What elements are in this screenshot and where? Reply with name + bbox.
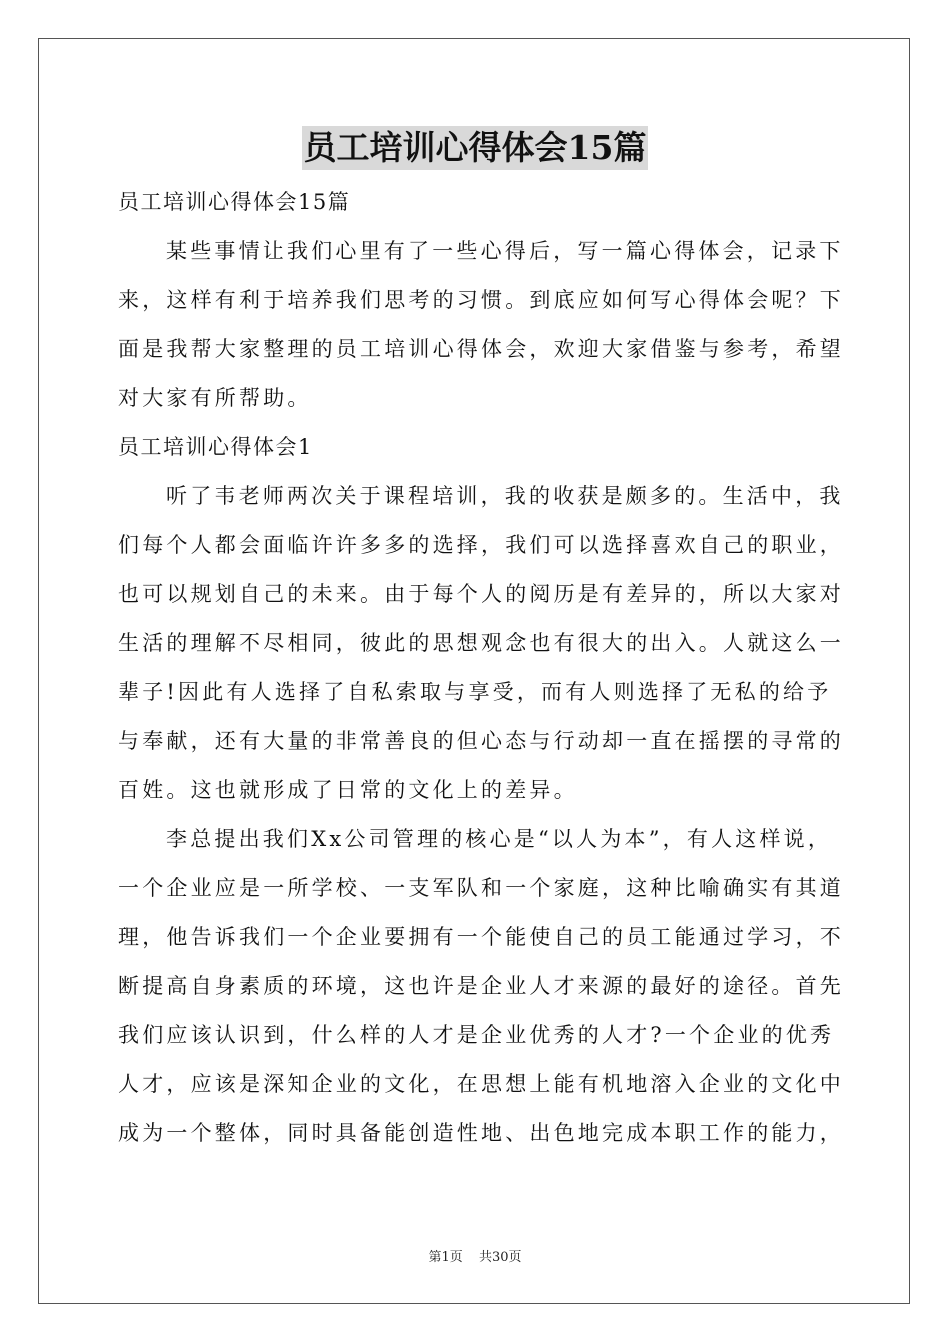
- text-line: 一个企业应是一所学校、一支军队和一个家庭，这种比喻确实有其道: [118, 876, 844, 900]
- document-title: 员工培训心得体会15篇: [302, 126, 649, 170]
- text-line: 对大家有所帮助。: [118, 386, 312, 410]
- text-line: 来，这样有利于培养我们思考的习惯。到底应如何写心得体会呢？下: [118, 288, 844, 312]
- section-heading: 员工培训心得体会1: [118, 435, 313, 459]
- text-line: 面是我帮大家整理的员工培训心得体会，欢迎大家借鉴与参考，希望: [118, 337, 844, 361]
- text-line: 辈子!因此有人选择了自私索取与享受，而有人则选择了无私的给予: [118, 680, 832, 704]
- page-number-total: 共30页: [478, 1250, 522, 1265]
- text-line: 理，他告诉我们一个企业要拥有一个能使自己的员工能通过学习，不: [118, 925, 844, 949]
- text-line: 听了韦老师两次关于课程培训，我的收获是颇多的。生活中，我: [166, 484, 844, 508]
- text-line: 我们应该认识到，什么样的人才是企业优秀的人才?一个企业的优秀: [118, 1023, 835, 1047]
- document-body: [118, 178, 844, 1158]
- text-line: 成为一个整体，同时具备能创造性地、出色地完成本职工作的能力，: [118, 1121, 844, 1145]
- document-subtitle: 员工培训心得体会15篇: [118, 190, 351, 214]
- paragraph-1: [118, 472, 844, 815]
- page-number-current: 第1页: [428, 1250, 463, 1265]
- intro-paragraph: [118, 227, 844, 423]
- text-line: 们每个人都会面临许许多多的选择，我们可以选择喜欢自己的职业，: [118, 533, 844, 557]
- text-line: 百姓。这也就形成了日常的文化上的差异。: [118, 778, 578, 802]
- text-line: 某些事情让我们心里有了一些心得后，写一篇心得体会，记录下: [166, 239, 844, 263]
- text-line: 与奉献，还有大量的非常善良的但心态与行动却一直在摇摆的寻常的: [118, 729, 844, 753]
- text-line: 人才，应该是深知企业的文化，在思想上能有机地溶入企业的文化中: [118, 1072, 844, 1096]
- text-line: 断提高自身素质的环境，这也许是企业人才来源的最好的途径。首先: [118, 974, 844, 998]
- text-line: 生活的理解不尽相同，彼此的思想观念也有很大的出入。人就这么一: [118, 631, 844, 655]
- title-wrap: [0, 126, 950, 170]
- text-line: 李总提出我们Xx公司管理的核心是“以人为本”，有人这样说，: [166, 827, 833, 851]
- page-footer: [0, 1246, 950, 1265]
- text-line: 也可以规划自己的未来。由于每个人的阅历是有差异的，所以大家对: [118, 582, 844, 606]
- paragraph-2: [118, 815, 844, 1158]
